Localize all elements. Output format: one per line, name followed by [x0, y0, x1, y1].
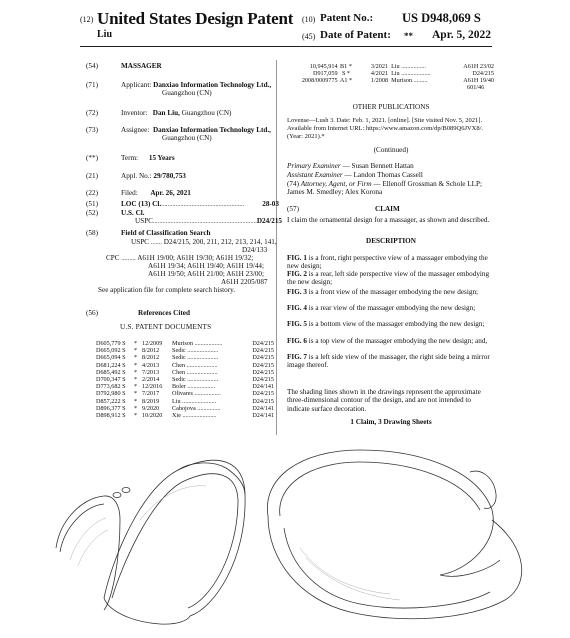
reference-row: D700,347 S * 2/2014 Sedic .................... D24/215	[96, 376, 274, 383]
reference-row: D681,224 S * 4/2013 Chen .................... D24/215	[96, 361, 274, 369]
figure-description: FIG. 5 is a bottom view of the massager embodying the new design;	[287, 320, 485, 328]
term-stars: **	[404, 31, 413, 41]
reference-row: D605,779 S * 12/2009 Murison .................. D24/215	[96, 340, 274, 347]
right-view-lower-body	[268, 516, 522, 619]
figure-description: FIG. 4 is a rear view of the massager embodying the new design;	[287, 304, 476, 312]
patent-no-label: Patent No.:	[320, 12, 374, 24]
left-view-inner-arm	[112, 474, 238, 608]
header-code-12: (12)	[80, 15, 94, 24]
reference-row: D896,377 S * 9/2020 Cahojova ............... D24/141	[96, 404, 274, 412]
right-view-end-ridge	[440, 560, 500, 576]
figure-description: FIG. 1 is a front, right perspective view of a massager embodying the new design;	[287, 254, 488, 271]
reference-row: D857,222 S * 8/2019 Liu ...................... D24/215	[96, 397, 274, 405]
inventor-short: Liu	[97, 29, 113, 40]
patent-number: US D948,069 S	[402, 11, 481, 25]
patent-page: (12) United States Design Patent Liu (10) Patent No.: US D948,069 S (45) Date of Patent: ** Apr. 5, 2022 (54) MASSAGER (71) Applicant: Danxiao Information Technology Ltd., Guangzhou (CN) (72) Inventor: Dan Liu, Guangzhou (CN) (73) Assignee: Danxiao Information Technology Ltd., Guangzhou (CN) (**) Term: 15 Years (21) Appl. No.: 29/780,753 (22) Filed: Apr. 26, 2021 (51) LOC (13) Cl..................................................... 28-03 (52) U.S. Cl. USPC................................................................. D24/215 (58) Field of Classification Search USPC ....... D24/215, 200, 211, 212, 213, 214, 141, D24/133 CPC ......... A61H 19/00; A61H 19/30; A61H 19/32; A61H 19/34; A61H 19/40; A61H 19/44; A61H 19/50; A61H 21/00; A61H 23/00; A61H 2205/087 See application file for complete search history. (56) References Cited U.S. PATENT DOCUMENTS D605,779 S * 12/2009 Murison .................. D24/215 D665,092 S * 8/2012 Sedic .................... D24/215 D665,094 S * 8/2012 Sedic .................... D24/215 D681,224 S * 4/2013 Chen .................... D24/215 D685,492 S * 7/2013 Chen .................... D24/215 D700,347 S * 2/2014 Sedic .................... D24/215 D773,682 S * 12/2016 Boler .................. D24/141 D792,980 S * 7/2017 Olivares ................. D24/215 D857,222 S * 8/2019 Liu ...................... D24/215 D896,377 S * 9/2020 Cahojova ............... D24/141 D898,912 S * 10/2020 Xie ...................... D24/141 10,945,914 B1 * 3/2021 Liu ................ A61H 23/02 D917,059 S * 4/2021 Liu ................... D24/215 2008/0009775 A1 * 1/2008 Murison ......... A61H 19/40 601/46 OTHER PUBLICATIONS Lovense—Lush 3. Date: Feb. 1, 2021. [online]. [Site visited Nov. 5, 2021]. Available from Internet URL: https://www.amazon.com/dp/B089Q6JVX8/. (Year: 2021).* (Continued) Primary Examiner — Susan Bennett Hattan Assistant Examiner — Landon Thomas Cassell (74) Attorney, Agent, or Firm — Ellenoff Grossman & Schole LLP; James M. Smedley; Alex Korona (57) CLAIM I claim the ornamental design for a massager, as shown and described. DESCRIPTION FIG. 1 is a front, right perspective view of a massager embodying the new design; FIG. 2 is a rear, left side perspective view of the massager embodying the new design; FIG. 3 is a front view of the massager embodying the new design; FIG. 4 is a rear view of the massager embodying the new design; FIG. 5 is a bottom view of the massager embodying the new design; FIG. 6 is a top view of the massager embodying the new design; and, FIG. 7 is a left side view of the massager, the right side being a mirror image thereof. The shading lines shown in the drawings represent the approximate three-dimensional contour of the design, and are not intended to indicate surface decoration. 1 Claim, 3 Drawing Sheets	[0, 0, 570, 638]
left-view-bottom-curve	[104, 598, 190, 624]
other-publications-heading: OTHER PUBLICATIONS	[352, 103, 430, 111]
right-view-tip	[470, 471, 496, 508]
reference-row: D685,492 S * 7/2013 Chen .................... D24/215	[96, 368, 274, 376]
patent-title: United States Design Patent	[97, 9, 294, 28]
ref-continuation: 601/46	[467, 84, 485, 91]
continued-label: (Continued)	[373, 146, 409, 154]
figure-description: FIG. 6 is a top view of the massager embodying the new design; and,	[287, 337, 488, 345]
assistant-examiner: Assistant Examiner — Landon Thomas Cassell	[287, 171, 423, 179]
continued-reference-row: D917,059 S * 4/2021 Liu ................... D24/215	[313, 70, 495, 78]
reference-row: D665,092 S * 8/2012 Sedic .................... D24/215	[96, 347, 274, 355]
other-publication-entry: Lovense—Lush 3. Date: Feb. 1, 2021. [online]. [Site visited Nov. 5, 2021]. Available from Internet URL: https://www.amazon.com/dp/B089Q6JVX8/. (Year: 2021).*	[287, 117, 484, 140]
patent-date: Apr. 5, 2022	[432, 29, 491, 41]
right-view-inner-ring	[280, 462, 480, 516]
attorney: (74) Attorney, Agent, or Firm — Ellenoff Grossman & Schole LLP; James M. Smedley; Alex Korona	[287, 180, 482, 197]
continued-reference-row: 2008/0009775 A1 * 1/2008 Murison ......... A61H 19/40	[301, 77, 495, 85]
reference-row: D665,094 S * 8/2012 Sedic .................... D24/215	[96, 354, 274, 362]
reference-row: D898,912 S * 10/2020 Xie ...................... D24/141	[96, 412, 274, 419]
primary-examiner: Primary Examiner — Susan Bennett Hattan	[287, 162, 414, 170]
button-icon-2	[122, 487, 130, 492]
claim-heading-row: (57) CLAIM	[287, 205, 400, 213]
claims-count: 1 Claim, 3 Drawing Sheets	[350, 418, 432, 426]
claim-text: I claim the ornamental design for a massager, as shown and described.	[287, 216, 490, 224]
right-view-inner-lower	[284, 528, 490, 608]
date-label: Date of Patent:	[320, 29, 391, 41]
left-view-outer-arm	[104, 460, 245, 616]
field-73: (73) Assignee: Danxiao Information Technology Ltd., Guangzhou (CN)	[86, 126, 271, 143]
field-58: (58) Field of Classification Search USPC ....... D24/215, 200, 211, 212, 213, 214, 141, D24/133 CPC ......... A61H 19/00; A61H 19/30; A61H 19/32; A61H 19/34; A61H 19/40; A61H 19/44; A61H 19/50; A61H 21/00; A61H 23/00; A61H 2205/087 See application file for complete search history.	[86, 229, 277, 294]
button-icon-1	[113, 492, 121, 497]
field-52: (52) U.S. Cl. USPC................................................................. D24/215	[86, 209, 282, 225]
left-view-body	[56, 496, 120, 610]
field-71: (71) Applicant: Danxiao Information Technology Ltd., Guangzhou (CN)	[86, 81, 272, 98]
field-56: (56) References Cited U.S. PATENT DOCUMENTS	[86, 309, 212, 331]
header-code-10: (10)	[302, 15, 316, 24]
description-heading: DESCRIPTION	[366, 237, 416, 245]
continued-reference-row: 10,945,914 B1 * 3/2021 Liu ................ A61H 23/02	[309, 63, 495, 70]
figure-description: FIG. 3 is a front view of the massager embodying the new design;	[287, 288, 479, 296]
figure-description: FIG. 2 is a rear, left side perspective view of the massager embodying the new design;	[287, 270, 490, 287]
reference-row: D773,682 S * 12/2016 Boler .................. D24/141	[96, 383, 274, 391]
header-code-45: (45)	[302, 32, 316, 41]
shading-note: The shading lines shown in the drawings represent the approximate three-dimensional contour of the design, and are not intended to indicate surface decoration.	[287, 388, 481, 413]
reference-row: D792,980 S * 7/2017 Olivares ................. D24/215	[96, 390, 274, 398]
figure-description: FIG. 7 is a left side view of the massager, the right side being a mirror image thereof.	[287, 353, 490, 370]
right-view-outer-ring	[267, 450, 493, 575]
